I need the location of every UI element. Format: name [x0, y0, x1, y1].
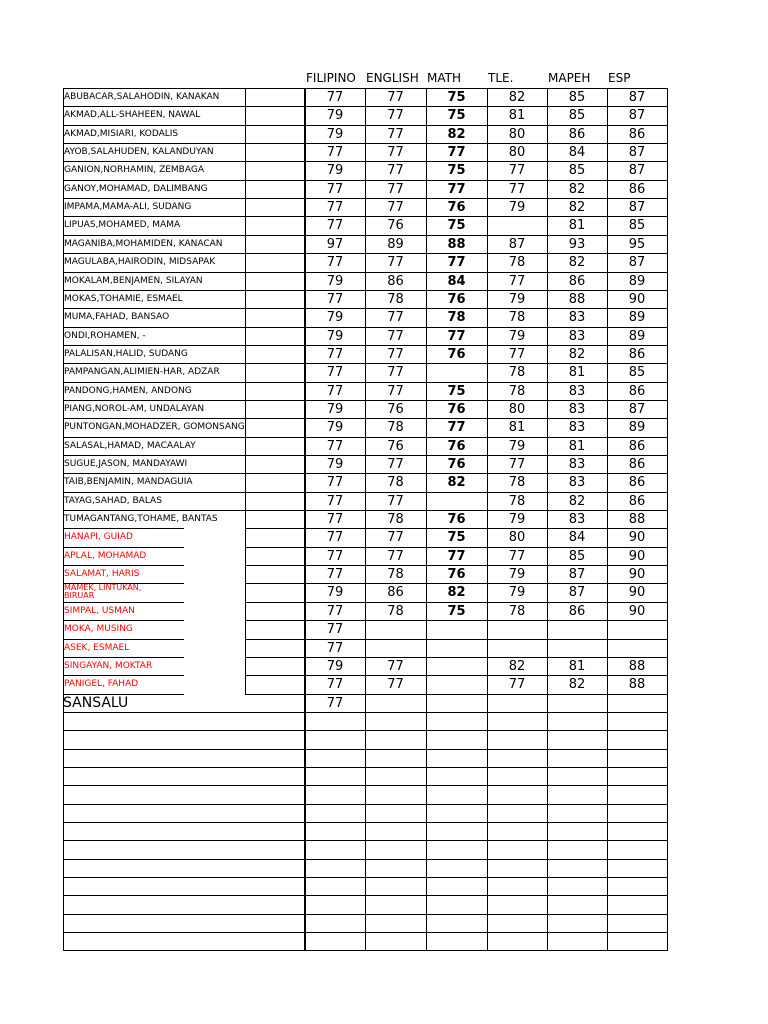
grade-mapeh: 93 — [568, 237, 586, 252]
grade-tle: 77 — [508, 677, 526, 692]
grade-math — [426, 621, 487, 639]
grade-tle: 80 — [508, 145, 526, 160]
grade-fil: 79 — [326, 659, 344, 674]
grade-mapeh: 88 — [568, 292, 586, 307]
grade-eng: 77 — [387, 182, 404, 197]
grade-mapeh: 83 — [568, 329, 586, 344]
grade-esp: 89 — [628, 310, 646, 325]
grade-mapeh: 84 — [568, 530, 586, 545]
grade-math: 77 — [447, 182, 466, 197]
grade-esp: 88 — [628, 512, 646, 527]
student-name: SIMPAL, USMAN — [64, 606, 135, 616]
grade-tle — [487, 695, 547, 713]
grade-mapeh: 81 — [568, 659, 586, 674]
grade-eng: 77 — [387, 677, 404, 692]
grade-esp: 90 — [628, 530, 646, 545]
grade-mapeh: 85 — [568, 163, 586, 178]
grade-esp: 87 — [628, 402, 646, 417]
grade-mapeh: 86 — [568, 604, 586, 619]
grade-esp: 87 — [628, 200, 646, 215]
grade-tle: 80 — [508, 402, 526, 417]
grade-mapeh: 83 — [568, 384, 586, 399]
student-name: PUNTONGAN,MOHADZER, GOMONSANG — [64, 422, 245, 432]
student-name: MAMEK, LINTUKAN, BIRUAR — [64, 583, 142, 600]
grade-tle: 77 — [508, 347, 526, 362]
student-name: SALASAL,HAMAD, MACAALAY — [64, 441, 196, 451]
grade-mapeh: 81 — [568, 365, 586, 380]
student-name: TAYAG,SAHAD, BALAS — [64, 496, 162, 506]
grade-math — [426, 676, 487, 694]
grade-esp — [607, 621, 667, 639]
grade-mapeh — [547, 621, 607, 639]
grade-tle: 79 — [508, 200, 526, 215]
student-name: SALAMAT, HARIS — [64, 569, 140, 579]
grade-tle: 77 — [508, 457, 526, 472]
grade-fil: 79 — [326, 329, 344, 344]
grade-fil: 77 — [326, 365, 344, 380]
student-name: PANDONG,HAMEN, ANDONG — [64, 386, 192, 396]
grade-tle: 78 — [508, 604, 526, 619]
grade-math: 77 — [447, 255, 466, 270]
student-name: ASEK, ESMAEL — [64, 643, 130, 653]
grade-tle: 79 — [508, 512, 526, 527]
grade-fil: 77 — [326, 90, 344, 105]
grade-eng: 78 — [387, 292, 404, 307]
student-name: PIANG,NOROL-AM, UNDALAYAN — [64, 404, 205, 414]
grade-math: 76 — [447, 347, 466, 362]
grade-eng: 86 — [387, 585, 404, 600]
student-name: MAGULABA,HAIRODIN, MIDSAPAK — [64, 257, 216, 267]
grade-eng — [365, 621, 426, 639]
grade-tle — [487, 621, 547, 639]
grade-fil: 79 — [326, 585, 344, 600]
grade-fil: 79 — [326, 127, 344, 142]
grade-eng: 78 — [387, 604, 404, 619]
grade-fil: 77 — [326, 182, 344, 197]
grade-mapeh: 83 — [568, 420, 586, 435]
grade-tle: 79 — [508, 585, 526, 600]
grade-esp: 86 — [628, 127, 646, 142]
grade-fil: 79 — [326, 163, 344, 178]
grade-fil: 77 — [326, 604, 344, 619]
student-name: PAMPANGAN,ALIMIEN-HAR, ADZAR — [64, 367, 220, 377]
grade-esp: 87 — [628, 163, 646, 178]
grade-tle: 80 — [508, 530, 526, 545]
grade-esp: 90 — [628, 292, 646, 307]
student-name: AYOB,SALAHUDEN, KALANDUYAN — [64, 147, 214, 157]
grade-mapeh: 82 — [568, 182, 586, 197]
header-filipino: FILIPINO — [306, 71, 356, 85]
student-name: ONDI,ROHAMEN, - — [64, 331, 146, 341]
grade-tle: 81 — [508, 420, 526, 435]
student-name: MOKALAM,BENJAMEN, SILAYAN — [64, 276, 203, 286]
grade-fil: 77 — [326, 677, 344, 692]
grade-mapeh: 83 — [568, 457, 586, 472]
grade-eng: 77 — [387, 90, 404, 105]
grade-eng: 86 — [387, 274, 404, 289]
grade-eng — [365, 695, 426, 713]
grade-mapeh: 85 — [568, 90, 586, 105]
grade-math — [426, 364, 487, 382]
grade-esp — [607, 640, 667, 658]
grade-fil: 77 — [326, 549, 344, 564]
grade-tle — [487, 217, 547, 235]
grade-fil: 77 — [326, 494, 344, 509]
grade-tle: 79 — [508, 439, 526, 454]
grade-tle: 78 — [508, 310, 526, 325]
grade-math: 75 — [447, 163, 466, 178]
grade-eng: 77 — [387, 347, 404, 362]
grade-mapeh: 84 — [568, 145, 586, 160]
grade-fil: 77 — [326, 641, 344, 656]
grade-mapeh: 82 — [568, 200, 586, 215]
grade-fil: 77 — [326, 292, 344, 307]
grade-mapeh: 82 — [568, 255, 586, 270]
grade-eng: 77 — [387, 329, 404, 344]
grade-math: 76 — [447, 200, 466, 215]
grade-math: 76 — [447, 512, 466, 527]
grade-fil: 77 — [326, 567, 344, 582]
grade-mapeh: 85 — [568, 549, 586, 564]
grade-fil: 79 — [326, 420, 344, 435]
grade-math — [426, 493, 487, 511]
grade-tle: 77 — [508, 163, 526, 178]
grade-mapeh: 86 — [568, 127, 586, 142]
grade-fil: 97 — [326, 237, 344, 252]
grade-fil: 77 — [326, 347, 344, 362]
grade-tle: 81 — [508, 108, 526, 123]
student-name: LIPUAS,MOHAMED, MAMA — [64, 220, 181, 230]
grade-esp: 89 — [628, 274, 646, 289]
student-name: TUMAGANTANG,TOHAME, BANTAS — [64, 514, 218, 524]
grade-math: 75 — [447, 90, 466, 105]
grade-eng: 78 — [387, 475, 404, 490]
grade-mapeh: 83 — [568, 475, 586, 490]
grade-esp: 89 — [628, 329, 646, 344]
grade-eng: 77 — [387, 310, 404, 325]
student-name: MOKAS,TOHAMIE, ESMAEL — [64, 294, 183, 304]
grade-math: 75 — [447, 604, 466, 619]
grade-fil: 77 — [326, 200, 344, 215]
grade-tle: 79 — [508, 292, 526, 307]
student-name: HANAPI, GUIAD — [64, 532, 133, 542]
grade-esp: 89 — [628, 420, 646, 435]
grade-mapeh: 82 — [568, 677, 586, 692]
grade-esp: 86 — [628, 347, 646, 362]
grade-tle: 78 — [508, 365, 526, 380]
student-name: GANION,NORHAMIN, ZEMBAGA — [64, 165, 204, 175]
grade-tle: 80 — [508, 127, 526, 142]
grade-esp: 87 — [628, 108, 646, 123]
grade-eng: 77 — [387, 145, 404, 160]
grade-tle: 79 — [508, 567, 526, 582]
grade-mapeh: 87 — [568, 585, 586, 600]
student-name: TAIB,BENJAMIN, MANDAGUIA — [64, 477, 193, 487]
grade-math: 75 — [447, 530, 466, 545]
grade-tle: 77 — [508, 549, 526, 564]
grade-esp — [607, 695, 667, 713]
grade-math: 76 — [447, 567, 466, 582]
grade-fil: 77 — [326, 439, 344, 454]
grade-esp: 86 — [628, 475, 646, 490]
grade-eng: 77 — [387, 127, 404, 142]
grade-mapeh: 86 — [568, 274, 586, 289]
student-name: PALALISAN,HALID, SUDANG — [64, 349, 188, 359]
grade-fil: 77 — [326, 512, 344, 527]
column-border — [667, 88, 668, 950]
grade-esp: 90 — [628, 604, 646, 619]
grade-eng: 77 — [387, 200, 404, 215]
grade-mapeh: 83 — [568, 512, 586, 527]
grade-eng: 76 — [387, 439, 404, 454]
grade-fil: 79 — [326, 108, 344, 123]
grade-mapeh: 87 — [568, 567, 586, 582]
grade-math — [426, 658, 487, 676]
student-name: MAGANIBA,MOHAMIDEN, KANACAN — [64, 239, 223, 249]
grid-rule — [63, 950, 668, 951]
grade-tle: 78 — [508, 384, 526, 399]
grade-math: 82 — [447, 585, 466, 600]
grade-fil: 79 — [326, 402, 344, 417]
grade-esp: 90 — [628, 567, 646, 582]
grade-math: 75 — [447, 218, 466, 233]
grade-math: 88 — [447, 237, 466, 252]
grade-tle — [487, 640, 547, 658]
grade-math — [426, 640, 487, 658]
grade-esp: 86 — [628, 457, 646, 472]
grade-esp: 86 — [628, 439, 646, 454]
grade-esp: 86 — [628, 384, 646, 399]
grade-math: 75 — [447, 108, 466, 123]
header-math: MATH — [427, 71, 461, 85]
grade-esp: 87 — [628, 255, 646, 270]
grade-esp: 86 — [628, 494, 646, 509]
grade-math: 76 — [447, 457, 466, 472]
grade-mapeh — [547, 695, 607, 713]
grade-math: 76 — [447, 439, 466, 454]
student-name: IMPAMA,MAMA-ALI, SUDANG — [64, 202, 192, 212]
name-right-border — [245, 88, 246, 528]
grade-eng: 77 — [387, 659, 404, 674]
student-name: MOKA, MUSING — [64, 624, 133, 634]
student-name: SANSALU — [63, 695, 129, 711]
grade-mapeh: 83 — [568, 310, 586, 325]
grade-tle: 77 — [508, 182, 526, 197]
grade-eng: 78 — [387, 420, 404, 435]
grade-esp: 87 — [628, 145, 646, 160]
grade-math: 77 — [447, 145, 466, 160]
grade-math: 77 — [447, 329, 466, 344]
grade-tle: 87 — [508, 237, 526, 252]
header-tle: TLE. — [488, 71, 514, 85]
grade-math — [426, 695, 487, 713]
grade-mapeh: 85 — [568, 108, 586, 123]
grade-eng: 89 — [387, 237, 404, 252]
grade-fil: 77 — [326, 530, 344, 545]
grade-fil: 79 — [326, 310, 344, 325]
grade-eng — [365, 640, 426, 658]
grade-mapeh: 83 — [568, 402, 586, 417]
grade-fil: 77 — [326, 475, 344, 490]
grade-mapeh: 81 — [568, 439, 586, 454]
grade-esp: 95 — [628, 237, 646, 252]
student-name: GANOY,MOHAMAD, DALIMBANG — [64, 184, 208, 194]
grade-fil: 79 — [326, 274, 344, 289]
grade-tle: 82 — [508, 659, 526, 674]
grade-eng: 77 — [387, 384, 404, 399]
grade-mapeh — [547, 640, 607, 658]
grade-eng: 78 — [387, 567, 404, 582]
grade-math: 84 — [447, 274, 466, 289]
header-english: ENGLISH — [366, 71, 419, 85]
grade-esp: 90 — [628, 585, 646, 600]
grade-fil: 77 — [326, 384, 344, 399]
grade-fil: 77 — [326, 696, 344, 711]
grade-esp: 87 — [628, 90, 646, 105]
student-name: AKMAD,MISIARI, KODALIS — [64, 129, 179, 139]
grade-eng: 76 — [387, 402, 404, 417]
student-name: APLAL, MOHAMAD — [64, 551, 147, 561]
student-name: AKMAD,ALL-SHAHEEN, NAWAL — [64, 110, 201, 120]
grade-eng: 78 — [387, 512, 404, 527]
grade-math: 77 — [447, 420, 466, 435]
student-name: SINGAYAN, MOKTAR — [64, 661, 153, 671]
header-mapeh: MAPEH — [548, 71, 591, 85]
grade-eng: 76 — [387, 218, 404, 233]
grade-esp: 88 — [628, 677, 646, 692]
grade-esp: 85 — [628, 218, 646, 233]
grade-tle: 77 — [508, 274, 526, 289]
grade-tle: 78 — [508, 255, 526, 270]
header-esp: ESP — [608, 71, 631, 85]
grade-tle: 82 — [508, 90, 526, 105]
grade-eng: 77 — [387, 530, 404, 545]
grade-eng: 77 — [387, 494, 404, 509]
grade-tle: 78 — [508, 494, 526, 509]
grade-math: 76 — [447, 402, 466, 417]
grade-eng: 77 — [387, 163, 404, 178]
grade-esp: 90 — [628, 549, 646, 564]
grade-tle: 78 — [508, 475, 526, 490]
grade-fil: 77 — [326, 218, 344, 233]
grade-math: 75 — [447, 384, 466, 399]
grade-fil: 77 — [326, 255, 344, 270]
student-name: PANIGEL, FAHAD — [64, 679, 139, 689]
grade-eng: 77 — [387, 255, 404, 270]
grade-math: 82 — [447, 475, 466, 490]
grade-eng: 77 — [387, 549, 404, 564]
grade-mapeh: 81 — [568, 218, 586, 233]
student-name: MUMA,FAHAD, BANSAO — [64, 312, 170, 322]
grade-mapeh: 82 — [568, 347, 586, 362]
grade-math: 82 — [447, 127, 466, 142]
grade-tle: 79 — [508, 329, 526, 344]
grade-math: 76 — [447, 292, 466, 307]
grade-math: 78 — [447, 310, 466, 325]
grade-esp: 86 — [628, 182, 646, 197]
grade-esp: 88 — [628, 659, 646, 674]
grade-fil: 77 — [326, 622, 344, 637]
grade-fil: 79 — [326, 457, 344, 472]
grade-math: 77 — [447, 549, 466, 564]
grade-esp: 85 — [628, 365, 646, 380]
student-name: ABUBACAR,SALAHODIN, KANAKAN — [64, 92, 220, 102]
grade-fil: 77 — [326, 145, 344, 160]
student-name: SUGUE,JASON, MANDAYAWI — [64, 459, 188, 469]
grade-eng: 77 — [387, 108, 404, 123]
grade-eng: 77 — [387, 457, 404, 472]
grade-mapeh: 82 — [568, 494, 586, 509]
grade-eng: 77 — [387, 365, 404, 380]
name-right-border — [245, 528, 246, 694]
